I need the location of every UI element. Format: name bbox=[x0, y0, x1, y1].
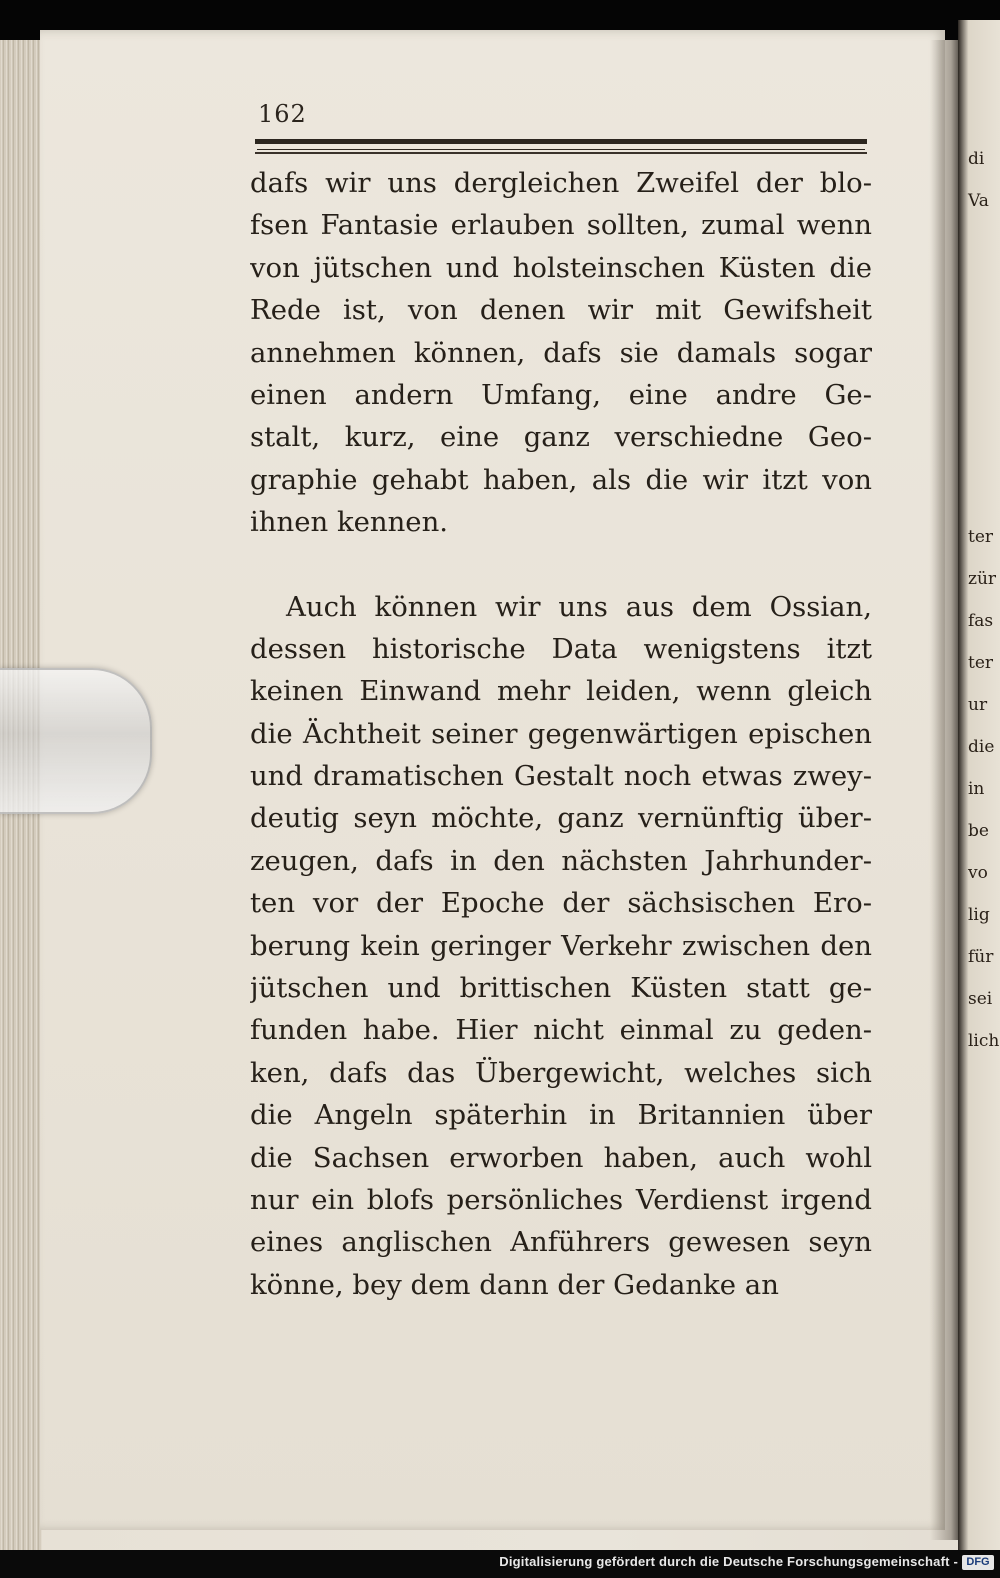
text-line: ihnen kennen. bbox=[250, 506, 449, 539]
text-line: stalt, kurz, eine ganz verschiedne Geo- bbox=[250, 421, 872, 454]
facing-page-fragment: vo bbox=[968, 863, 988, 883]
footer-credit: Digitalisierung gefördert durch die Deutsche Forschungsgemeinschaft - bbox=[499, 1554, 958, 1569]
facing-page-fragment bbox=[968, 350, 1000, 392]
text-line: von jütschen und holsteinschen Küsten die bbox=[250, 251, 872, 284]
facing-page-fragment bbox=[968, 266, 1000, 308]
facing-page-fragment: in bbox=[968, 779, 985, 799]
text-line: berung kein geringer Verkehr zwischen den bbox=[250, 929, 872, 962]
facing-page-fragment: Va bbox=[968, 191, 989, 211]
header-rule-thin bbox=[255, 152, 867, 154]
text-line: die Sachsen erworben haben, auch wohl bbox=[250, 1141, 872, 1174]
header-rule bbox=[255, 139, 867, 144]
text-line: annehmen können, dafs sie damals sogar bbox=[250, 336, 872, 369]
facing-page-fragment bbox=[968, 392, 1000, 434]
page-clip bbox=[0, 668, 152, 814]
text-line: dafs wir uns dergleichen Zweifel der blo- bbox=[250, 167, 872, 199]
facing-page-fragment bbox=[968, 308, 1000, 350]
facing-page-fragment bbox=[968, 434, 1000, 476]
text-line: ken, dafs das Übergewicht, welches sich bbox=[250, 1056, 872, 1089]
facing-page-fragment: sei bbox=[968, 989, 993, 1009]
facing-page-fragment: für bbox=[968, 947, 994, 967]
facing-page-fragment bbox=[968, 476, 1000, 518]
facing-page-fragment: be bbox=[968, 821, 989, 841]
text-line: Auch können wir uns aus dem Ossian, bbox=[286, 590, 872, 623]
facing-page-fragment: lig bbox=[968, 905, 990, 925]
facing-page-fragment: zür bbox=[968, 569, 997, 589]
paragraph-gap bbox=[250, 544, 872, 586]
text-line: dessen historische Data wenigstens itzt bbox=[250, 632, 872, 665]
facing-page-edge bbox=[958, 20, 1000, 1560]
text-line: keinen Einwand mehr leiden, wenn gleich bbox=[250, 675, 872, 708]
text-line: nur ein blofs persönliches Verdienst irgend bbox=[250, 1183, 872, 1216]
facing-page-fragment: ter bbox=[968, 527, 994, 547]
text-line: deutig seyn möchte, ganz vernünftig über- bbox=[250, 802, 872, 835]
text-line: fsen Fantasie erlauben sollten, zumal wenn bbox=[250, 209, 872, 242]
text-line: graphie gehabt haben, als die wir itzt von bbox=[250, 463, 872, 496]
facing-page-fragment: di bbox=[968, 149, 985, 169]
text-line: und dramatischen Gestalt noch etwas zwey- bbox=[250, 760, 872, 793]
facing-page-fragment: ter bbox=[968, 653, 994, 673]
text-line: funden habe. Hier nicht einmal zu geden- bbox=[250, 1014, 872, 1047]
text-line: die Ächtheit seiner gegenwärtigen epischen bbox=[250, 717, 872, 750]
body-text bbox=[250, 162, 872, 1306]
facing-page-text-fragments bbox=[968, 140, 1000, 1064]
text-line: die Angeln späterhin in Britannien über bbox=[250, 1099, 872, 1132]
facing-page-fragment: die bbox=[968, 737, 995, 757]
text-line: könne, bey dem dann der Gedanke an bbox=[250, 1268, 779, 1301]
facing-page-fragment: lich bbox=[968, 1031, 1000, 1051]
text-line: ten vor der Epoche der sächsischen Ero- bbox=[250, 887, 872, 920]
text-line: einen andern Umfang, eine andre Ge- bbox=[250, 378, 872, 411]
text-line: jütschen und brittischen Küsten statt ge- bbox=[250, 972, 872, 1005]
facing-page-fragment: fas bbox=[968, 611, 994, 631]
dfg-logo: DFG bbox=[962, 1555, 994, 1570]
text-line: Rede ist, von denen wir mit Gewifsheit bbox=[250, 294, 872, 327]
facing-page-fragment bbox=[968, 224, 1000, 266]
facing-page-fragment: ur bbox=[968, 695, 988, 715]
gutter-shadow bbox=[930, 40, 960, 1540]
text-line: eines anglischen Anführers gewesen seyn bbox=[250, 1226, 872, 1259]
text-line: zeugen, dafs in den nächsten Jahrhunder- bbox=[250, 844, 872, 877]
page-number: 162 bbox=[258, 100, 307, 128]
